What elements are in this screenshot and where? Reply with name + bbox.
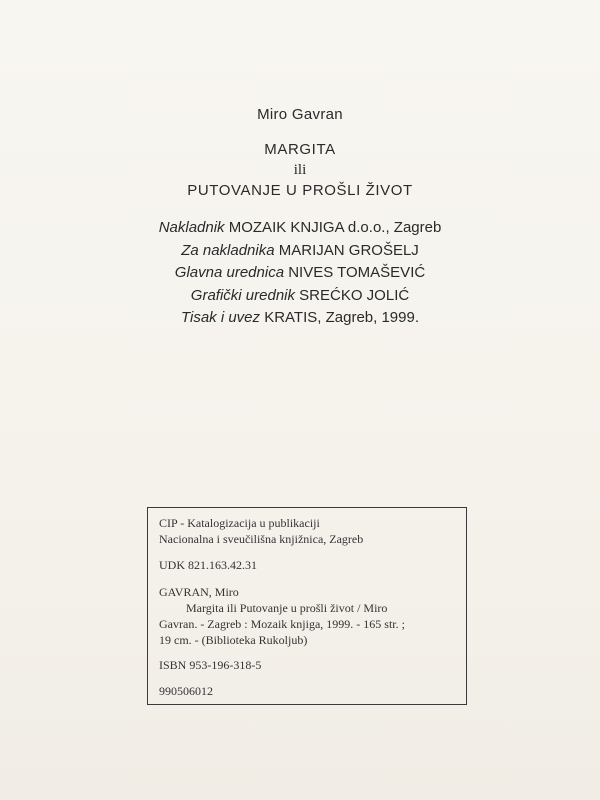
cip-header-line2: Nacionalna i sveučilišna knjižnica, Zagreb xyxy=(159,532,364,546)
credit-editor-in-chief xyxy=(0,262,600,285)
credit-role: Grafički urednik xyxy=(190,286,295,304)
cip-record-number: 990506012 xyxy=(159,684,213,698)
cip-isbn: ISBN 953-196-318-5 xyxy=(159,658,262,672)
book-title: MARGITA xyxy=(264,141,336,158)
cip-description-line3: 19 cm. - (Biblioteka Rukoljub) xyxy=(159,633,308,647)
credit-publisher xyxy=(0,217,600,240)
cip-description-line1: Margita ili Putovanje u prošli život / Miro xyxy=(186,601,388,615)
book-subtitle: PUTOVANJE U PROŠLI ŽIVOT xyxy=(187,182,413,199)
credit-value: NIVES TOMAŠEVIĆ xyxy=(288,264,426,281)
credit-graphic-editor xyxy=(0,285,600,308)
cip-header-line1: CIP - Katalogizacija u publikaciji xyxy=(159,516,320,530)
credit-for-publisher xyxy=(0,240,600,263)
credit-value: MARIJAN GROŠELJ xyxy=(278,241,419,259)
credit-role: Tisak i uvez xyxy=(180,309,261,326)
cip-catalog-box xyxy=(147,507,467,705)
credit-role: Za nakladnika xyxy=(181,241,275,259)
credit-role: Glavna urednica xyxy=(174,264,285,281)
credit-printing xyxy=(0,307,600,330)
credit-role: Nakladnik xyxy=(158,219,225,236)
author-name: Miro Gavran xyxy=(257,106,343,123)
credit-value: KRATIS, Zagreb, 1999. xyxy=(264,309,420,326)
credit-value: SREĆKO JOLIĆ xyxy=(299,286,410,304)
cip-description-line2: Gavran. - Zagreb : Mozaik knjiga, 1999. - 165 str. ; xyxy=(159,617,405,631)
cip-entry-author: GAVRAN, Miro xyxy=(159,585,239,599)
publication-credits xyxy=(0,217,600,330)
title-connector: ili xyxy=(293,162,307,178)
cip-udk: UDK 821.163.42.31 xyxy=(159,558,257,572)
credit-value: MOZAIK KNJIGA d.o.o., Zagreb xyxy=(228,219,442,236)
